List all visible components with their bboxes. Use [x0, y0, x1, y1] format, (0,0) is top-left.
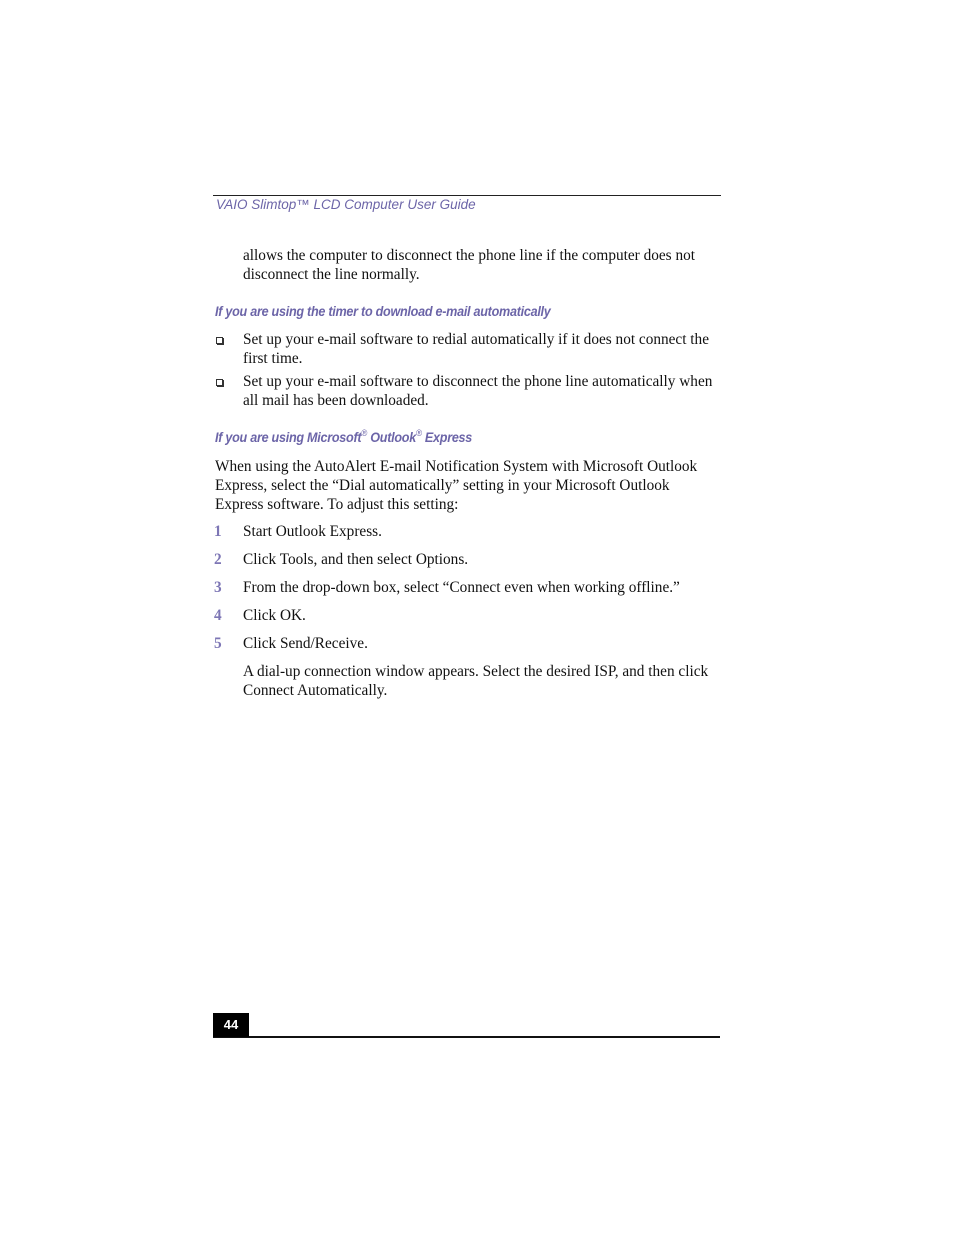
- step-result-paragraph: A dial-up connection window appears. Select the desired ISP, and then click Connect Automatically.: [243, 663, 709, 699]
- heading-text: Outlook: [367, 429, 416, 445]
- bullet-box-icon: [216, 337, 223, 344]
- step-number: 2: [214, 551, 222, 568]
- step-number: 4: [214, 607, 222, 624]
- step-text: Start Outlook Express.: [243, 523, 382, 540]
- running-header: VAIO Slimtop™ LCD Computer User Guide: [216, 197, 476, 212]
- step-text: Click OK.: [243, 607, 306, 624]
- step-number: 3: [214, 579, 222, 596]
- bullet-item: Set up your e-mail software to redial automatically if it does not connect the first time.: [243, 331, 709, 367]
- step-text: From the drop-down box, select “Connect even when working offline.”: [243, 579, 680, 596]
- header-rule: [213, 195, 721, 196]
- page-number: 44: [213, 1013, 249, 1037]
- registered-mark: ®: [415, 428, 422, 438]
- registered-mark: ®: [361, 428, 368, 438]
- step-text: Click Tools, and then select Options.: [243, 551, 469, 568]
- step-text: Click Send/Receive.: [243, 635, 368, 652]
- section-heading-timer: If you are using the timer to download e-mail automatically: [215, 303, 551, 319]
- section-heading-outlook: [215, 429, 472, 445]
- bullet-item: Set up your e-mail software to disconnect the phone line automatically when all mail has been downloaded.: [243, 373, 713, 409]
- footer-rule: [213, 1036, 720, 1038]
- intro-paragraph: allows the computer to disconnect the phone line if the computer does not disconnect the line normally.: [243, 247, 695, 283]
- bullet-box-icon: [216, 379, 223, 386]
- step-number: 1: [214, 523, 222, 540]
- heading-text: If you are using Microsoft: [215, 429, 362, 445]
- heading-text: Express: [421, 429, 473, 445]
- outlook-paragraph: When using the AutoAlert E-mail Notification System with Microsoft Outlook Express, select the “Dial automatically” setting in your Microsoft Outlook Express software. To adjust this setting:: [215, 458, 698, 513]
- step-number: 5: [214, 635, 222, 652]
